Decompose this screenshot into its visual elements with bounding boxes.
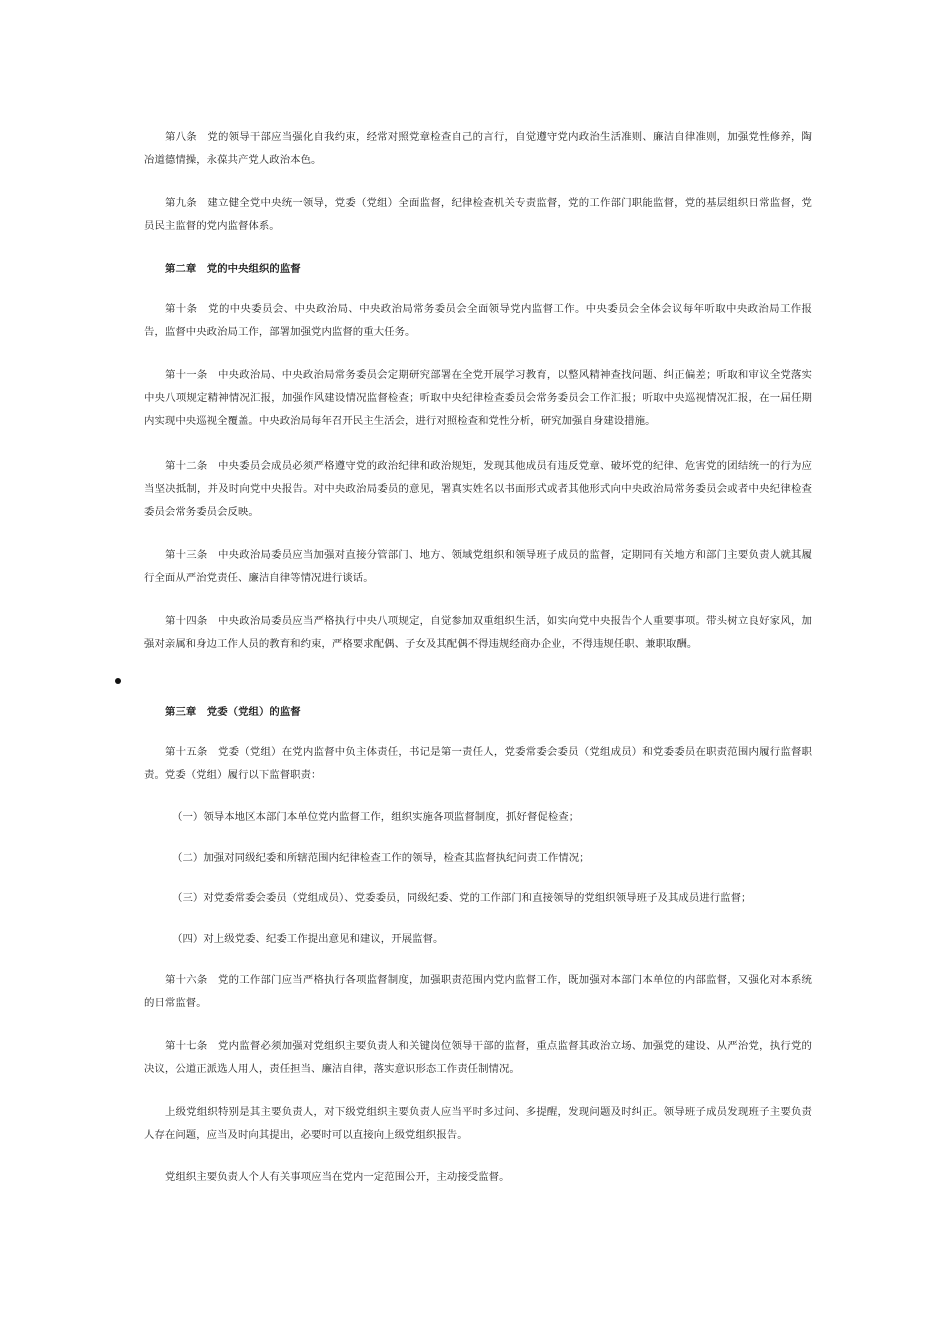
article-14	[144, 610, 812, 656]
chapter-3-heading	[144, 701, 812, 724]
list-item	[144, 928, 812, 951]
article-15	[144, 741, 812, 787]
paragraph	[144, 1166, 812, 1189]
list-item	[144, 887, 812, 910]
paragraph-text: 第八条 党的领导干部应当强化自我约束，经常对照党章检查自己的言行，自觉遵守党内政治生活准则、廉洁自律准则，加强党性修养，陶冶道德情操，永葆共产党人政治本色。	[144, 131, 812, 166]
article-12	[144, 455, 812, 524]
paragraph-text: 第十二条 中央委员会成员必须严格遵守党的政治纪律和政治规矩，发现其他成员有违反党章、破坏党的纪律、危害党的团结统一的行为应当坚决抵制，并及时向党中央报告。对中央政治局委员的意见，署真实姓名以书面形式或者其他形式向中央政治局常务委员会或者中央纪律检查委员会常务委员会反映。	[144, 460, 812, 518]
list-item-text: （二）加强对同级纪委和所辖范围内纪律检查工作的领导，检查其监督执纪问责工作情况；	[172, 852, 590, 864]
paragraph-text: 第十六条 党的工作部门应当严格执行各项监督制度，加强职责范围内党内监督工作，既加强对本部门本单位的内部监督，又强化对本系统的日常监督。	[144, 974, 812, 1009]
paragraph-text: 第十条 党的中央委员会、中央政治局、中央政治局常务委员会全面领导党内监督工作。中央委员会全体会议每年听取中央政治局工作报告，监督中央政治局工作，部署加强党内监督的重大任务。	[144, 303, 812, 338]
article-8	[144, 126, 812, 172]
article-10	[144, 298, 812, 344]
chapter-heading-text: 第三章 党委（党组）的监督	[165, 706, 301, 718]
article-17	[144, 1035, 812, 1081]
paragraph-text: 第十七条 党内监督必须加强对党组织主要负责人和关键岗位领导干部的监督，重点监督其政治立场、加强党的建设、从严治党，执行党的决议，公道正派选人用人，责任担当、廉洁自律，落实意识形态工作责任制情况。	[144, 1040, 812, 1075]
article-13	[144, 544, 812, 590]
list-item-text: （四）对上级党委、纪委工作提出意见和建议，开展监督。	[172, 933, 444, 945]
list-item	[144, 847, 812, 870]
list-item-text: （三）对党委常委会委员（党组成员）、党委委员，同级纪委、党的工作部门和直接领导的党组织领导班子及其成员进行监督；	[172, 892, 752, 904]
list-item	[144, 806, 812, 829]
paragraph-text: 第九条 建立健全党中央统一领导，党委（党组）全面监督，纪律检查机关专责监督，党的工作部门职能监督，党的基层组织日常监督，党员民主监督的党内监督体系。	[144, 197, 812, 232]
paragraph-text: 第十三条 中央政治局委员应当加强对直接分管部门、地方、领域党组织和领导班子成员的监督，定期同有关地方和部门主要负责人就其履行全面从严治党责任、廉洁自律等情况进行谈话。	[144, 549, 812, 584]
chapter-heading-text: 第二章 党的中央组织的监督	[165, 263, 301, 275]
article-16	[144, 969, 812, 1015]
article-9	[144, 192, 812, 238]
paragraph-text: 党组织主要负责人个人有关事项应当在党内一定范围公开，主动接受监督。	[165, 1171, 510, 1183]
paragraph-text: 第十四条 中央政治局委员应当严格执行中央八项规定，自觉参加双重组织生活，如实向党中央报告个人重要事项。带头树立良好家风，加强对亲属和身边工作人员的教育和约束，严格要求配偶、子女及其配偶不得违规经商办企业，不得违规任职、兼职取酬。	[144, 615, 812, 650]
paragraph-text: 第十一条 中央政治局、中央政治局常务委员会定期研究部署在全党开展学习教育，以整风精神查找问题、纠正偏差；听取和审议全党落实中央八项规定精神情况汇报，加强作风建设情况监督检查；听取中央纪律检查委员会常务委员会工作汇报；听取中央巡视情况汇报，在一届任期内实现中央巡视全覆盖。中央政治局每年召开民主生活会，进行对照检查和党性分析，研究加强自身建设措施。	[144, 369, 812, 427]
bullet-marker	[115, 678, 121, 684]
paragraph-text: 上级党组织特别是其主要负责人，对下级党组织主要负责人应当平时多过问、多提醒，发现问题及时纠正。领导班子成员发现班子主要负责人存在问题，应当及时向其提出，必要时可以直接向上级党组织报告。	[144, 1106, 812, 1141]
article-11	[144, 364, 812, 433]
paragraph	[144, 1101, 812, 1147]
list-item-text: （一）领导本地区本部门本单位党内监督工作，组织实施各项监督制度，抓好督促检查；	[172, 811, 580, 823]
chapter-2-heading	[144, 258, 812, 281]
paragraph-text: 第十五条 党委（党组）在党内监督中负主体责任，书记是第一责任人，党委常委会委员（党组成员）和党委委员在职责范围内履行监督职责。党委（党组）履行以下监督职责：	[144, 746, 812, 781]
